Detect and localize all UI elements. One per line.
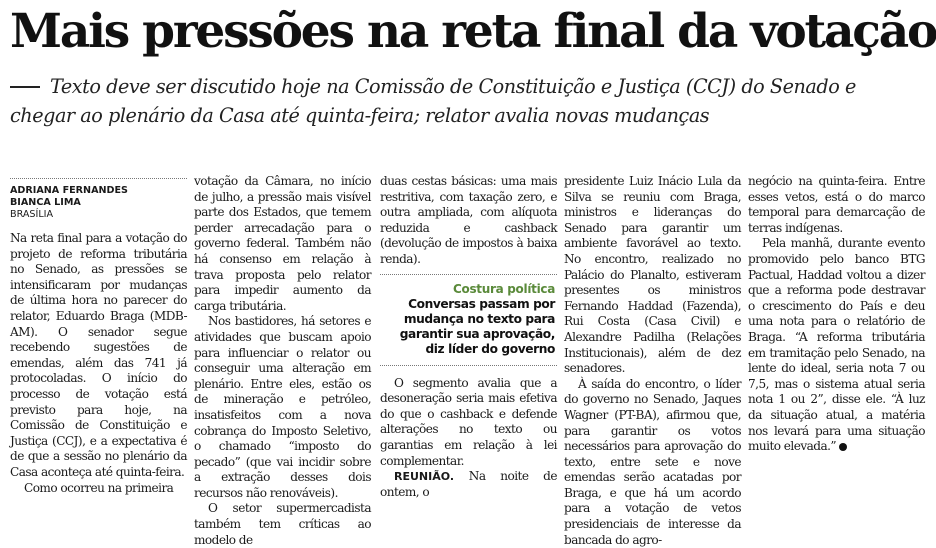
- paragraph: Nos bastidores, há setores e atividades que buscam apoio para influenciar o relator ou conseguir uma alteração em plenário. Entre eles, estão os de mineração e petróleo, insatisfeitos com a nova cobrança do Imposto Seletivo, o chamado “imposto do pecado” (que vai incidir sobre a extração desses dois recursos não renováveis).: [194, 314, 371, 500]
- deck-text: Texto deve ser discutido hoje na Comissão de Constituição e Justiça (CCJ) do Senado e chegar ao plenário da Casa até quinta-feira; relator avalia novas mudanças: [10, 75, 856, 127]
- byline-location: BRASÍLIA: [10, 209, 54, 220]
- pull-quote-text: Conversas passam por mudança no texto para garantir sua aprovação, diz líder do governo: [399, 296, 555, 356]
- paragraph: votação da Câmara, no início de julho, a pressão mais visível parte dos Estados, que temem perder arrecadação para o governo federal. Também não há consenso em relação à trava proposta pelo relator para impedir aumento da carga tributária.: [194, 174, 371, 313]
- paragraph-text: Na noite de ontem, o: [380, 469, 557, 499]
- paragraph: presidente Luiz Inácio Lula da Silva se reuniu com Braga, ministros e lideranças do Senado para garantir um ambiente favorável ao texto. No encontro, realizado no Palácio do Planalto, estiveram presentes os ministros Fernando Haddad (Fazenda), Rui Costa (Casa Civil) e Alexandre Padilha (Relações Institucionais), além de dez senadores.: [564, 174, 741, 376]
- byline: [10, 178, 187, 221]
- paragraph-text: Pela manhã, durante evento promovido pelo banco BTG Pactual, Haddad voltou a dizer que a reforma pode destravar o crescimento do País e deu uma nota para o relatório de Braga. “A reforma tributária em tramitação pelo Senado, na lente do ideal, seria nota 7 ou 7,5, mas o sistema atual seria nota 1 ou 2”, disse ele. “À luz da situação atual, a matéria nos levará para uma situação muito elevada.”: [748, 236, 925, 454]
- end-mark-icon: [839, 443, 847, 451]
- paragraph: negócio na quinta-feira. Entre esses vetos, está o do marco temporal para demarcação de terras indígenas.: [748, 174, 925, 235]
- paragraph: O segmento avalia que a desoneração seria mais efetiva do que o cashback e defende alterações no texto ou garantias em relação à lei complementar.: [380, 375, 557, 468]
- byline-author-2: BIANCA LIMA: [10, 197, 81, 208]
- deck-rule: [10, 86, 40, 88]
- paragraph: O setor supermercadista também tem críticas ao modelo de: [194, 501, 371, 547]
- pull-quote: [380, 274, 557, 366]
- section-runin: REUNIÃO.: [394, 470, 455, 484]
- column-4: [564, 174, 741, 547]
- headline: Mais pressões na reta final da votação: [10, 4, 936, 59]
- paragraph: [380, 469, 557, 500]
- paragraph: duas cestas básicas: uma mais restritiva, com taxação zero, e outra ampliada, com alíquota reduzida e cashback (devolução de impostos à baixa renda).: [380, 174, 557, 266]
- column-1: [10, 174, 187, 513]
- column-2: [194, 174, 371, 547]
- paragraph: À saída do encontro, o líder do governo no Senado, Jaques Wagner (PT-BA), afirmou que, para garantir os votos necessários para aprovação do texto, entre sete e nove emendas serão acatadas por Braga, e que há um acordo para a votação de vetos presidenciais de interesse da bancada do agro-: [564, 376, 741, 547]
- column-5: [748, 174, 925, 513]
- column-3: [380, 174, 557, 513]
- paragraph: [748, 236, 925, 454]
- pull-quote-kicker: Costura política: [453, 281, 555, 296]
- deck: [10, 72, 915, 130]
- paragraph: Como ocorreu na primeira: [24, 480, 174, 495]
- byline-author-1: ADRIANA FERNANDES: [10, 185, 128, 196]
- paragraph: Na reta final para a votação do projeto de reforma tributária no Senado, as pressões se intensificaram por mudanças de última hora no parecer do relator, Eduardo Braga (MDB-AM). O senador segue recebendo sugestões de emendas, além das 741 já protocoladas. O início do processo de votação está previsto para hoje, na Comissão de Constituição e Justiça (CCJ), e a expectativa é de que a sessão no plenário da Casa aconteça até quinta-feira.: [10, 231, 187, 479]
